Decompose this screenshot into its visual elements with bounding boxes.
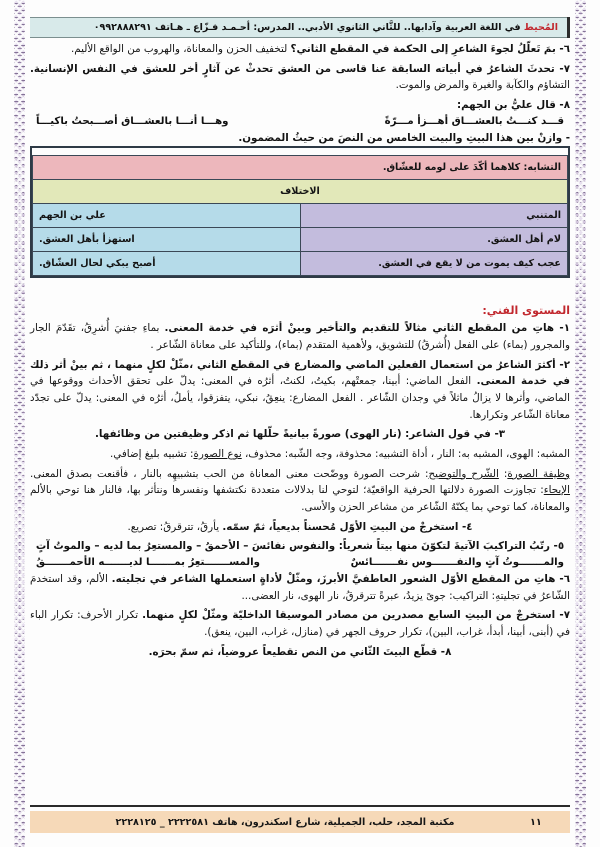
- question-7: [30, 61, 570, 94]
- table-cell-poet-left-1: استهزأ بأهل العشق.: [33, 228, 301, 252]
- question-6-prompt: ٦- بمَ تَعلّلُ لجوءَ الشاعرِ إلى الحكمة في المقطع الثاني؟: [290, 43, 570, 55]
- compare-instruction: [30, 130, 570, 147]
- artistic-section-title: المستوى الفني:: [482, 304, 570, 318]
- page-footer: [30, 811, 570, 833]
- table-row: [33, 228, 568, 252]
- artistic-item-3-answer: المشبه: الهوى، المشبه به: النار ، أداة التشبيه: محذوفة، وجه الشّبه: محذوف، نوع الصورة: تشبيه بليغ إضافي.: [110, 448, 570, 461]
- artistic-item-4-answer: يأرقُ، تترقرقُ: تصريع.: [127, 520, 223, 533]
- artistic-item-2: [30, 357, 570, 424]
- artistic-item-2-answer: الفعل الماضي: أبينا، جمعتْهم، بكيتُ، لكنتُ، أثرُه في المعنى: يدلّ على تحقق الأحداث ووقوعها في الماضي، وأثرها لا يزالُ ماثلاً في وجدان الشّاعر . الفعل المضارع: ينعِقُ، نبكي، يتفزقوا، يأملُ، أثرُه في المعنى: يدلّ على تجدّد معاناة الشّاعر وتكرارها.: [30, 375, 570, 421]
- artistic-item-4: [30, 519, 570, 536]
- artistic-item-1-prompt: ١- هاتِ من المقطع الثاني مثالاً للتقديم والتأخير وبينْ أثرَه في خدمة المعنى.: [164, 322, 570, 335]
- verse-arranged-left: والمســـــــتعِرُ بمـــــــا لديـــــــه الأحمـــــــقُ: [36, 557, 260, 569]
- artistic-item-6-answer: الألم، وقد استخدمَ الشّاعرُ في تجليتهِ: التراكيب: جوىً يزيدُ، عبرةً تترقرقُ، نار الهوى، نار العضى...: [30, 573, 570, 602]
- artistic-item-5-prompt: ٥- رتّبُ التراكيبَ الآتيةَ لتكوّنَ منها بيتاً شعرياً:: [338, 540, 565, 553]
- artistic-item-1-answer: بماءِ جفنيَ أُشرِقُ، تقَدّمَ الجار والمجرور (بماء) على الفعل (أُشرقُ) للتشويق، ولأهمية المتقدم (بماء)، وللتأكيد على معاناة الشّاعر .: [30, 322, 570, 352]
- header-title: [34, 22, 566, 33]
- table-cell-poet-left-2: أصبح يبكي لحال العشّاق.: [33, 252, 301, 276]
- verse-line: [30, 114, 570, 127]
- decorative-border-left-icon: [14, 0, 25, 847]
- artistic-item-8: [30, 644, 570, 661]
- footer-address: مكتبة المجد، حلب، الجميلية، شارع اسكندرون، هاتف ٢٢٢٢٥٨١ _ ٢٢٢٨١٢٥: [115, 816, 455, 828]
- artistic-item-7-prompt: ٧- استخرجْ من البيتِ السابع مصدرين من مصادر الموسيقا الداخليّة ومثّلْ لكلٍ منهما.: [142, 609, 570, 622]
- artistic-item-5-answer: والنفوس نفائسَ – الأحمقُ – والمستعِرُ بما لديه – والموتُ آتٍ: [35, 540, 339, 553]
- question-6: [30, 41, 570, 58]
- table-row: [33, 252, 568, 276]
- verse-hemistich-right: قـــد كنـــتُ بالعشـــاق أهـــزأ مـــرّةً: [384, 115, 564, 127]
- artistic-item-4-prompt: ٤- استخرجْ من البيتِ الأوّل مُحسناً بديعياً، ثمّ سمّه.: [222, 520, 473, 533]
- artistic-item-3-answer-row: [30, 446, 570, 463]
- artistic-item-3b-answer: وظيفة الصورة: الشّرح والتوضيح: شرحت الصورة ووضّحت معنى المعاناة من الحب بتشبيهِه بالنار ، فأقنعت بصدق المعنى. الإيحاء: تجاوزت الصورة دلالتها الحرفية الواقعيّة؛ لتوحي لنا بدلالات متعددة نكتشفها ونفسرها ونتأثر بها، فالنار هنا توحي بالألم والمعاناة، كما توحي بما يكنّهُ الشّاعر من مشاعر الحزن والأسى.: [30, 467, 570, 514]
- page-header: [30, 17, 570, 38]
- artistic-item-7-answer: تكرار الأحرف: تكرار الباء في (أبنى، أبينا، أبدأ، غراب، البين)، تكرار حروف الجهر في (منازل، غراب، البين، ينعق).: [30, 609, 570, 639]
- artistic-item-8-prompt: ٨- قطّع البيتَ الثّاني من النص تقطيعاً عروضياً، ثم سمّ بحرَه.: [148, 645, 452, 658]
- artistic-item-3-prompt-row: [30, 426, 570, 443]
- header-rule: [567, 17, 570, 38]
- verse-hemistich-left: وهـــا أنـــا بالعشـــاق أصـــبحتُ باكيـــاً: [36, 115, 229, 127]
- artistic-item-5: [30, 538, 570, 555]
- table-cell-poet-right-1: لام أهل العشق.: [300, 228, 568, 252]
- page-content: [30, 0, 570, 847]
- artistic-item-6: [30, 571, 570, 604]
- question-6-answer: لتخفيف الحزن والمعاناة، والهروب من الواقع الأليم.: [71, 43, 291, 55]
- page-number: ١١: [530, 816, 542, 828]
- table-cell-poet-left-0: علي بن الجهم: [33, 204, 301, 228]
- comparison-table: [32, 155, 568, 276]
- question-7-answer: التشاؤم والكآبة والغيرة والمرض والموت.: [395, 79, 570, 92]
- comparison-table-wrapper: [30, 146, 570, 278]
- artistic-item-3-prompt: ٣- في قول الشاعر: (نار الهوى) صورةً بيانيةً حلّلها ثم اذكر وظيفتين من وظائفها.: [94, 428, 506, 441]
- decorative-border-right-icon: [575, 0, 586, 847]
- question-8-prompt: ٨- قال عليُّ بن الجهم:: [456, 99, 570, 112]
- question-7-prompt: ٧- تحدثَ الشاعرُ في أبياته السابقة عنا قاسى من العشق تحدثْ عن آثارٍ أخر للعشق في النفس الإنسانية.: [30, 62, 570, 75]
- artistic-item-1: [30, 320, 570, 353]
- compare-instruction-text: - وازنْ بين هذا البيتِ والبيت الخامس من النصَ من حيثُ المضمون.: [238, 131, 570, 144]
- difference-header-cell: الاختلاف: [33, 180, 568, 204]
- artistic-item-3b: [30, 466, 570, 516]
- artistic-item-7: [30, 607, 570, 640]
- similarity-cell: التشابه: كلاهما أكّدَ على لومه للعشّاق.: [33, 156, 568, 180]
- header-brand: المُحيط: [523, 22, 558, 33]
- footer-divider: [30, 805, 570, 807]
- header-subtitle: في اللغة العربية وآدابها.. للثَّاني الثانوي الأدبي.. المدرس: أحـمـد فـزّاع ـ هـاتف ٠٩٩٢٨٨٨٢٩١: [93, 22, 524, 33]
- table-cell-poet-right-2: عجب كيف يموت من لا يقع في العشق.: [300, 252, 568, 276]
- verse-arranged-right: والمـــــــوتُ آتٍ والنفـــــــوس نفـــــــائسٌ: [350, 557, 564, 569]
- question-8: [30, 97, 570, 114]
- artistic-item-2-prompt: ٢- أكثرَ الشاعرُ من استعمال الفعلين الماضي والمضارع في المقطع الثاني ،مثّلْ لكلٍ منهما ، ثم بينْ أثر ذلك في خدمة المعنى.: [30, 358, 571, 388]
- table-cell-poet-right-0: المتنبي: [300, 204, 568, 228]
- verse-arranged-line: [30, 555, 570, 568]
- artistic-item-6-prompt: ٦- هاتِ من المقطع الأوّل الشعور العاطفيَّ الأبرزَ، ومثّلْ لأداةٍ استعملها الشاعر في تجليته.: [111, 573, 570, 586]
- table-row: [33, 204, 568, 228]
- table-row-similarity: [33, 156, 568, 180]
- table-row-difference-header: [33, 180, 568, 204]
